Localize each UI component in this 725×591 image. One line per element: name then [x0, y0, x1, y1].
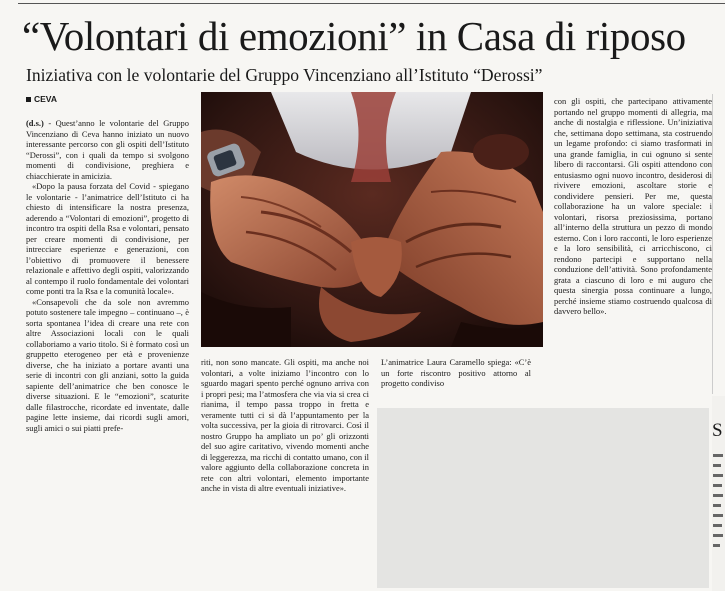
paragraph: «Dopo la pausa forzata del Covid - spiegano le volontarie - l’animatrice dell’Istituto ci ha chiesto di intensificare la nostra presenza, aderendo a “Volontari di emozioni”, progetto di incontro tra ospiti della Rsa e volontari, pensato per creare momenti di condivisione, per intrecciare esperienze e generazioni, con l’obiettivo di promuovere il benessere relazionale e affettivo degli ospiti, valorizzando al contempo il ruolo fondamentale dei volontari come ponti tra la Rsa e la comunità locale».	[26, 181, 189, 296]
section-label	[26, 94, 57, 104]
article-column-4	[554, 96, 712, 317]
paragraph-text: - Quest’anno le volontarie del Gruppo Vincenziano di Ceva hanno iniziato un nuovo interessante percorso con gli ospiti dell’Istituto “Derossi”, con i quali da tempo si svolgono momenti di condivisione, preghiera e chiacchierate in amicizia.	[26, 118, 189, 181]
text-line	[713, 504, 721, 507]
article-column-3	[381, 357, 531, 389]
article-photo	[201, 92, 543, 347]
square-bullet-icon	[26, 97, 31, 102]
text-line	[713, 544, 720, 547]
elderly-clasped-hands-photo	[201, 92, 543, 347]
text-line	[713, 494, 723, 497]
text-line	[713, 474, 723, 477]
text-line	[713, 534, 723, 537]
paragraph: riti, non sono mancate. Gli ospiti, ma anche noi volontari, a volte iniziamo l’incontro con lo sguardo magari spento perché ognuno arriva con i propri pesi; ma l’atmosfera che via via si crea ci rianima, il tempo passa troppo in fretta e veramente tutti ci si dà l’appuntamento per la volta successiva, per la gioia di ritrovarci. Così il nostro Gruppo ha ampliato un po’ gli orizzonti del suo agire caritativo, vivendo momenti anche di leggerezza, ma ricchi di contatto umano, con il valore aggiunto della collaborazione concreta in rete con altri volontari, elemento importante anche in vista di altre eventuali iniziative».	[201, 357, 369, 493]
byline: (d.s.)	[26, 118, 44, 128]
text-line	[713, 484, 722, 487]
article-column-1	[26, 118, 189, 433]
text-line	[713, 464, 721, 467]
article-subheadline: Iniziativa con le volontarie del Gruppo Vincenziano all’Istituto “Derossi”	[26, 65, 543, 85]
text-line	[713, 454, 723, 457]
text-line	[713, 514, 723, 517]
advertisement-box	[377, 408, 709, 588]
top-rule	[18, 3, 725, 4]
column-divider	[712, 94, 713, 394]
paragraph	[26, 118, 189, 181]
text-line	[713, 524, 722, 527]
article-column-2	[201, 357, 369, 494]
article-headline: “Volontari di emozioni” in Casa di riposo	[22, 13, 686, 59]
paragraph: con gli ospiti, che partecipano attivamente portando nel gruppo momenti di allegria, ma anche di nostalgia e riflessione. Un’iniziativa che, settimana dopo settimana, sta costruendo un legame profondo: ci siamo trasformati in una grande famiglia, in cui ognuno si sente libero di raccontarsi. Gli ospiti attendono con entusiasmo ogni nuovo incontro, desiderosi di rivivere emozioni, ascoltare storie e condividere pensieri. Per me, questa collaborazione ha un valore speciale: i volontari, risorsa preziosissima, portano all’interno della struttura un pezzo di mondo esterno. Con i loro racconti, le loro esperienze e la loro sensibilità, ci arricchiscono, ci rendono partecipi e supportano nella conduzione dell’attività. Sono profondamente grata a ciascuno di loro e mi auguro che questa sinergia possa continuare a lungo, perché insieme stiamo costruendo qualcosa di davvero bello».	[554, 96, 712, 316]
paragraph: L’animatrice Laura Caramello spiega: «C’è un forte riscontro positivo attorno al progetto condiviso	[381, 357, 531, 388]
adjacent-heading-fragment: S	[712, 420, 723, 441]
section-label-text: CEVA	[34, 94, 57, 104]
paragraph: «Consapevoli che da sole non avremmo potuto sostenere tale impegno – continuano –, è sorta spontanea l’idea di creare una rete con altre Associazioni locali con le quali collaboriamo a vario titolo. Si è formato così un gruppetto eterogeneo per età e provenienze diverse, che ha iniziato a portare avanti una serie di incontri con gli anziani, sotto la guida sapiente dell’animatrice che ben conosce le diverse situazioni. E le “emozioni”, scaturite dalle filastrocche, ricordate ed inventate, dalle pagine lette insieme, dai ricordi sugli amori, sugli amici o sui piatti prefe-	[26, 296, 189, 433]
adjacent-article-fragment	[712, 396, 725, 591]
